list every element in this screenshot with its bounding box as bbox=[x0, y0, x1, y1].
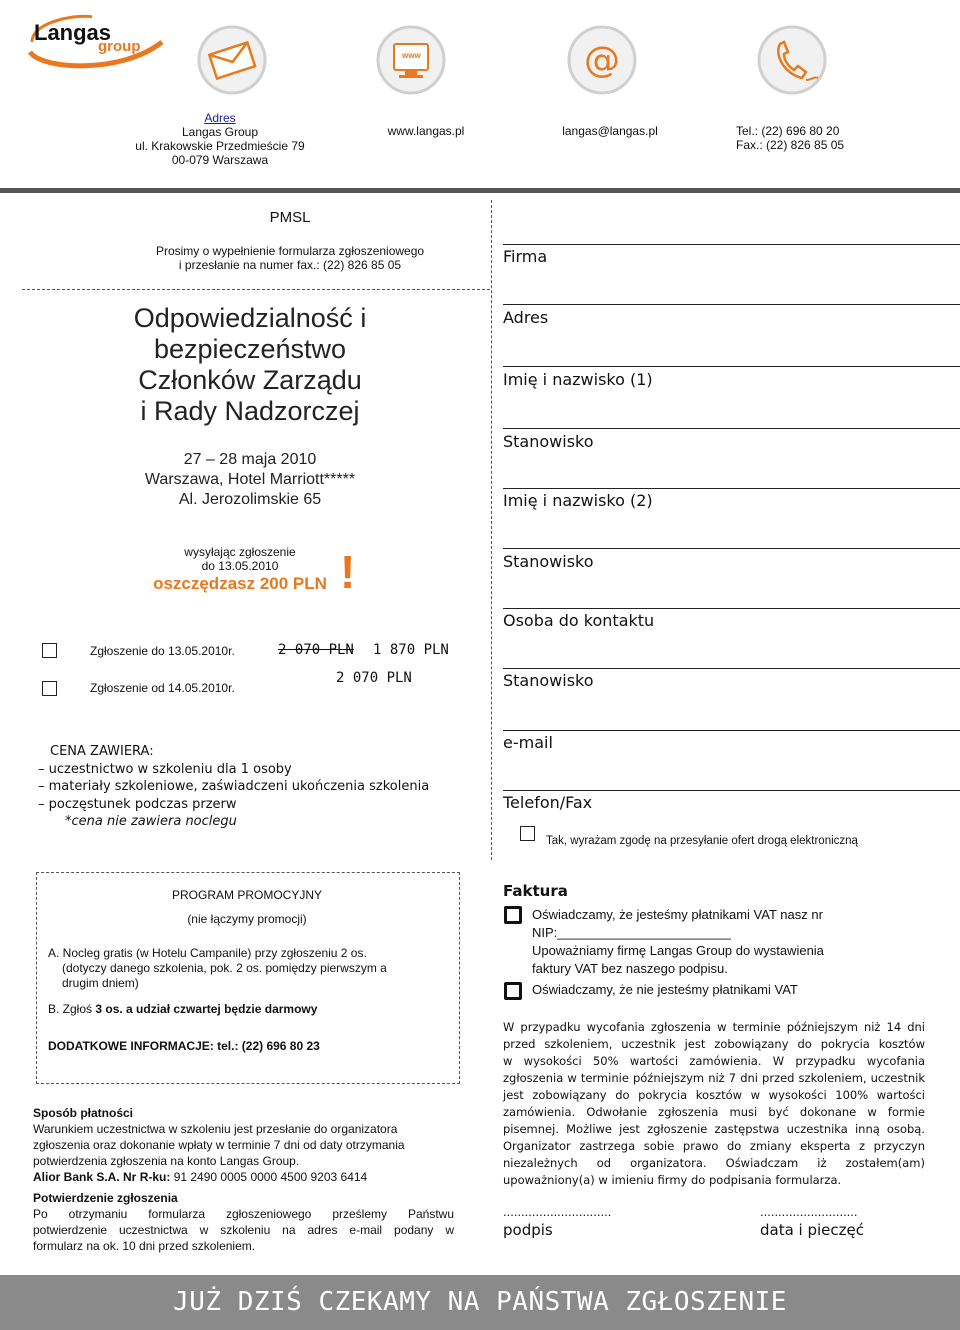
option-early-checkbox[interactable] bbox=[42, 643, 57, 658]
field-line bbox=[503, 730, 960, 731]
confirmation-line: Po otrzymaniu formularza zgłoszeniowego prześlemy Państwu bbox=[33, 1207, 454, 1221]
promo-program-subtitle: (nie łączymy promocji) bbox=[187, 912, 307, 926]
date-stamp-dots: ........................... bbox=[760, 1204, 858, 1219]
langas-logo bbox=[22, 12, 172, 72]
title-line: bezpieczeństwo bbox=[153, 334, 347, 364]
date-stamp-label: data i pieczęć bbox=[760, 1221, 865, 1239]
address-line: ul. Krakowskie Przedmieście 79 bbox=[135, 139, 305, 153]
option-early-price: 1 870 PLN bbox=[373, 642, 449, 658]
promo-option-b bbox=[48, 1002, 317, 1016]
phone-number: Tel.: (22) 696 80 20 bbox=[736, 124, 840, 138]
signature-dots: .............................. bbox=[503, 1204, 612, 1219]
logo-subtext: group bbox=[98, 38, 141, 55]
promo-b-text: 3 os. a udział czwartej będzie darmowy bbox=[95, 1002, 318, 1016]
position2-field-label: Stanowisko bbox=[503, 552, 594, 571]
price-item: – poczęstunek podczas przerw bbox=[38, 796, 237, 812]
fax-request-line: i przesłanie na numer fax.: (22) 826 85 05 bbox=[178, 258, 402, 272]
fax-number: Fax.: (22) 826 85 05 bbox=[736, 138, 845, 152]
logo-text: Langas bbox=[34, 20, 112, 45]
field-line bbox=[503, 668, 960, 669]
option-early-label: Zgłoszenie do 13.05.2010r. bbox=[90, 644, 235, 658]
marketing-consent-label: Tak, wyrażam zgodę na przesyłanie ofert drogą elektroniczną bbox=[546, 835, 858, 847]
promo-savings: oszczędzasz 200 PLN bbox=[153, 574, 327, 593]
non-vat-payer-checkbox[interactable] bbox=[504, 982, 522, 1000]
event-street: Al. Jerozolimskie 65 bbox=[178, 491, 322, 508]
footer-banner bbox=[0, 1275, 960, 1330]
name2-field-label: Imię i nazwisko (2) bbox=[503, 491, 653, 510]
nip-field: NIP:________________________ bbox=[532, 925, 731, 940]
title-line: i Rady Nadzorczej bbox=[140, 396, 360, 426]
at-sign-icon bbox=[566, 24, 638, 96]
envelope-icon bbox=[196, 24, 268, 96]
terms-line: W przypadku wycofania zgłoszenia w terminie późniejszym niż 14 dni bbox=[503, 1020, 925, 1034]
confirmation-line: potwierdzenie uczestnictwa w szkoleniu na adres e-mail podany w bbox=[33, 1223, 454, 1237]
option-late-price: 2 070 PLN bbox=[336, 670, 412, 686]
payment-line: Warunkiem uczestnictwa w szkoleniu jest przesłanie do organizatora bbox=[33, 1122, 398, 1136]
promo-program-title: PROGRAM PROMOCYJNY bbox=[171, 888, 322, 902]
fax-request bbox=[80, 244, 500, 272]
price-item: – materiały szkoleniowe, zaświadczeni ukończenia szkolenia bbox=[38, 779, 430, 794]
terms-line: przed szkoleniem, uczestnik jest zobowiązany do pokrycia kosztów bbox=[503, 1037, 925, 1051]
email-field-label: e-mail bbox=[503, 733, 553, 752]
payment-title: Sposób płatności bbox=[33, 1106, 134, 1120]
www-icon bbox=[375, 24, 447, 96]
www-badge-text: www bbox=[402, 51, 421, 60]
field-line bbox=[503, 488, 960, 489]
invoice-title: Faktura bbox=[503, 882, 568, 900]
address-line: 00-079 Warszawa bbox=[171, 153, 269, 167]
payment-line: zgłoszenia oraz dokonanie wpłaty w terminie 7 dni od daty otrzymania bbox=[33, 1138, 405, 1152]
terms-line: niezależnych od organizatora. Oświadczam iż zostałem(am) bbox=[503, 1156, 925, 1170]
event-venue: Warszawa, Hotel Marriott***** bbox=[144, 471, 356, 488]
contact-phone bbox=[736, 124, 844, 152]
position1-field-label: Stanowisko bbox=[503, 432, 594, 451]
telephone-icon bbox=[756, 24, 828, 96]
terms-line: pisemnej. Możliwe jest zgłoszenie zastępstwa uczestnika inną osobą. bbox=[503, 1122, 925, 1136]
title-line: Członków Zarządu bbox=[138, 365, 362, 395]
confirmation-line: formularz na ok. 10 dni przed szkoleniem. bbox=[33, 1239, 256, 1253]
position3-field-label: Stanowisko bbox=[503, 671, 594, 690]
price-item: – uczestnictwo w szkoleniu dla 1 osoby bbox=[38, 761, 292, 777]
promo-line: wysyłając zgłoszenie bbox=[184, 545, 296, 559]
field-line bbox=[503, 790, 960, 791]
field-line bbox=[503, 244, 960, 245]
name1-field-label: Imię i nazwisko (1) bbox=[503, 370, 653, 389]
horizontal-dashed-divider bbox=[22, 289, 490, 290]
option-early-old-price: 2 070 PLN bbox=[278, 642, 354, 658]
terms-line: zamówienia. Odwołanie zgłoszenia musi być dokonane w formie bbox=[503, 1105, 925, 1119]
footer-banner-text: JUŻ DZIŚ CZEKAMY NA PAŃSTWA ZGŁOSZENIE bbox=[173, 1287, 787, 1317]
vat-payer-checkbox[interactable] bbox=[504, 906, 522, 924]
vat-payer-line: Upoważniamy firmę Langas Group do wystawienia bbox=[532, 943, 824, 958]
bank-label: Alior Bank S.A. Nr R-ku: bbox=[33, 1170, 171, 1184]
price-item-text: poczęstunek podczas przerw bbox=[48, 796, 237, 812]
vat-payer-line: faktury VAT bez naszego podpisu. bbox=[532, 961, 728, 976]
form-code: PMSL bbox=[269, 209, 311, 226]
field-line bbox=[503, 366, 960, 367]
contact-address bbox=[110, 111, 330, 167]
terms-line: w wysokości 50% wartości zamówienia. W przypadku wycofania bbox=[503, 1054, 925, 1068]
bank-number: 91 2490 0005 0000 4500 9203 6414 bbox=[173, 1170, 368, 1184]
website-link[interactable]: www.langas.pl bbox=[387, 124, 465, 138]
terms-line: jest zobowiązany do pokrycia kosztów w wysokości 100% wartości bbox=[503, 1088, 925, 1102]
contact-person-field-label: Osoba do kontaktu bbox=[503, 611, 655, 630]
promo-a-line: (dotyczy danego szkolenia, pok. 2 os. pomiędzy pierwszym a bbox=[62, 961, 387, 975]
event-details bbox=[70, 450, 430, 510]
terms-line: Organizator zastrzega sobie prawo do zmiany eksperta z przyczyn bbox=[503, 1139, 925, 1153]
price-item-text: uczestnictwo w szkoleniu dla 1 osoby bbox=[48, 761, 292, 777]
phone-fax-field-label: Telefon/Fax bbox=[503, 793, 593, 812]
address-line: Langas Group bbox=[181, 125, 259, 139]
price-includes-title: CENA ZAWIERA: bbox=[50, 744, 154, 759]
price-includes bbox=[38, 743, 429, 831]
terms-line: upoważniony(a) w imieniu firmy do podpisania formularza. bbox=[503, 1173, 842, 1187]
signature-label: podpis bbox=[503, 1221, 553, 1239]
payment-section bbox=[33, 1105, 433, 1185]
vat-payer-option bbox=[532, 906, 824, 978]
early-bird-promo bbox=[140, 545, 340, 595]
vat-payer-line: Oświadczamy, że jesteśmy płatnikami VAT nasz nr bbox=[532, 907, 823, 922]
promo-option-a bbox=[48, 946, 387, 991]
field-line bbox=[503, 428, 960, 429]
field-line bbox=[503, 304, 960, 305]
promo-extra-info: DODATKOWE INFORMACJE: tel.: (22) 696 80 23 bbox=[48, 1039, 320, 1053]
email-link[interactable]: langas@langas.pl bbox=[562, 124, 658, 138]
title-line: Odpowiedzialność i bbox=[133, 303, 367, 333]
promo-line: do 13.05.2010 bbox=[201, 559, 279, 573]
price-item-text: materiały szkoleniowe, zaświadczeni ukończenia szkolenia bbox=[48, 779, 430, 794]
event-title bbox=[60, 303, 440, 427]
marketing-consent-checkbox[interactable] bbox=[520, 826, 535, 841]
vertical-dashed-divider bbox=[491, 200, 492, 860]
option-late-checkbox[interactable] bbox=[42, 681, 57, 696]
exclamation-mark: ! bbox=[340, 546, 356, 598]
confirmation-section bbox=[33, 1190, 454, 1254]
field-line bbox=[503, 608, 960, 609]
cancellation-terms bbox=[503, 1019, 925, 1189]
option-late-label: Zgłoszenie od 14.05.2010r. bbox=[90, 681, 235, 695]
confirmation-title: Potwierdzenie zgłoszenia bbox=[33, 1191, 178, 1205]
address-title: Adres bbox=[204, 111, 236, 125]
event-date: 27 – 28 maja 2010 bbox=[183, 451, 317, 468]
fax-request-line: Prosimy o wypełnienie formularza zgłoszeniowego bbox=[155, 244, 425, 258]
header-divider bbox=[0, 188, 960, 193]
bank-account bbox=[33, 1169, 433, 1185]
promo-b-prefix: B. Zgłoś bbox=[48, 1002, 93, 1016]
field-line bbox=[503, 548, 960, 549]
address-field-label: Adres bbox=[503, 308, 549, 327]
payment-line: potwierdzenia zgłoszenia na konto Langas Group. bbox=[33, 1154, 300, 1168]
promo-a-line: A. Nocleg gratis (w Hotelu Campanile) przy zgłoszeniu 2 os. bbox=[48, 946, 367, 960]
non-vat-payer-label: Oświadczamy, że nie jesteśmy płatnikami VAT bbox=[532, 982, 798, 997]
company-field-label: Firma bbox=[503, 247, 548, 266]
svg-text:@: @ bbox=[584, 40, 620, 81]
promo-a-line: drugim dniem) bbox=[62, 976, 139, 990]
terms-line: zgłoszenia w terminie późniejszym niż 7 dni przed szkoleniem, uczestnik bbox=[503, 1071, 925, 1085]
price-note: *cena nie zawiera noclegu bbox=[65, 814, 237, 829]
